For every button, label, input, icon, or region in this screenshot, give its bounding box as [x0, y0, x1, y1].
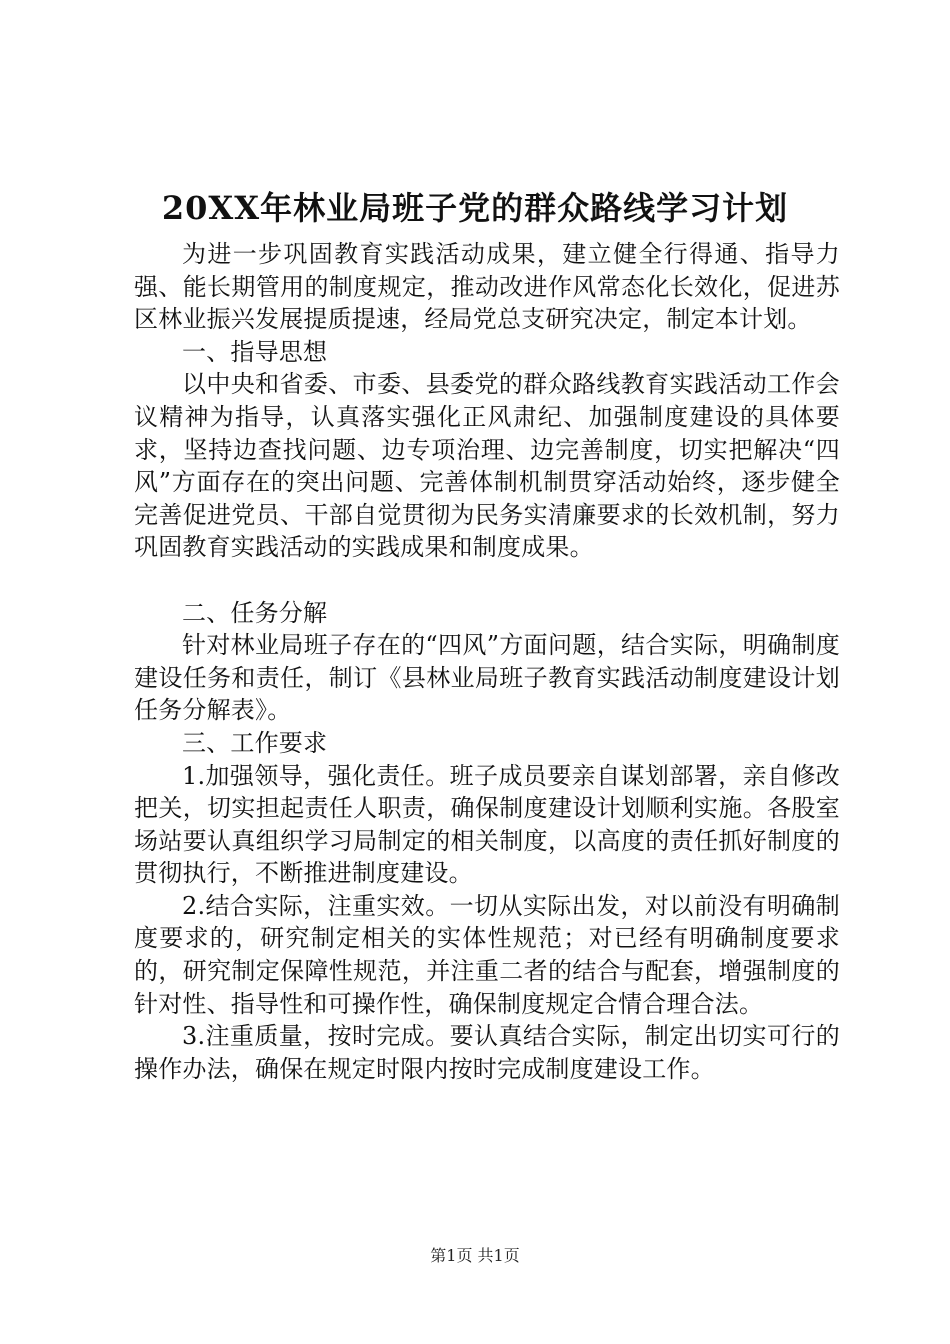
document-body [134, 238, 840, 1085]
requirement-item-3: 3.注重质量，按时完成。要认真结合实际，制定出切实可行的操作办法，确保在规定时限内按时完成制度建设工作。 [134, 1022, 840, 1083]
guiding-ideology-paragraph: 以中央和省委、市委、县委党的群众路线教育实践活动工作会议精神为指导，认真落实强化正风肃纪、加强制度建设的具体要求，坚持边查找问题、边专项治理、边完善制度，切实把解决“四风”方面存在的突出问题、完善体制机制贯穿活动始终，逐步健全完善促进党员、干部自觉贯彻为民务实清廉要求的长效机制，努力巩固教育实践活动的实践成果和制度成果。 [134, 370, 840, 562]
intro-paragraph: 为进一步巩固教育实践活动成果，建立健全行得通、指导力强、能长期管用的制度规定，推动改进作风常态化长效化，促进苏区林业振兴发展提质提速，经局党总支研究决定，制定本计划。 [134, 240, 840, 334]
page-footer: 第1页 共1页 [430, 1246, 520, 1265]
section-heading-work-requirements: 三、工作要求 [182, 728, 328, 757]
document-title: 20XX年林业局班子党的群众路线学习计划 [161, 189, 789, 227]
requirement-item-2: 2.结合实际，注重实效。一切从实际出发，对以前没有明确制度要求的，研究制定相关的实体性规范；对已经有明确制度要求的，研究制定保障性规范，并注重二者的结合与配套，增强制度的针对性、指导性和可操作性，确保制度规定合情合理合法。 [134, 891, 840, 1018]
paragraph-spacer [134, 564, 840, 597]
section-heading-task-breakdown: 二、任务分解 [182, 598, 328, 627]
section-heading-guiding-ideology: 一、指导思想 [182, 337, 328, 366]
task-breakdown-paragraph: 针对林业局班子存在的“四风”方面问题，结合实际，明确制度建设任务和责任，制订《县林业局班子教育实践活动制度建设计划任务分解表》。 [134, 631, 840, 725]
requirement-item-1: 1.加强领导，强化责任。班子成员要亲自谋划部署，亲自修改把关，切实担起责任人职责，确保制度建设计划顺利实施。各股室场站要认真组织学习局制定的相关制度，以高度的责任抓好制度的贯彻执行，不断推进制度建设。 [134, 761, 840, 888]
